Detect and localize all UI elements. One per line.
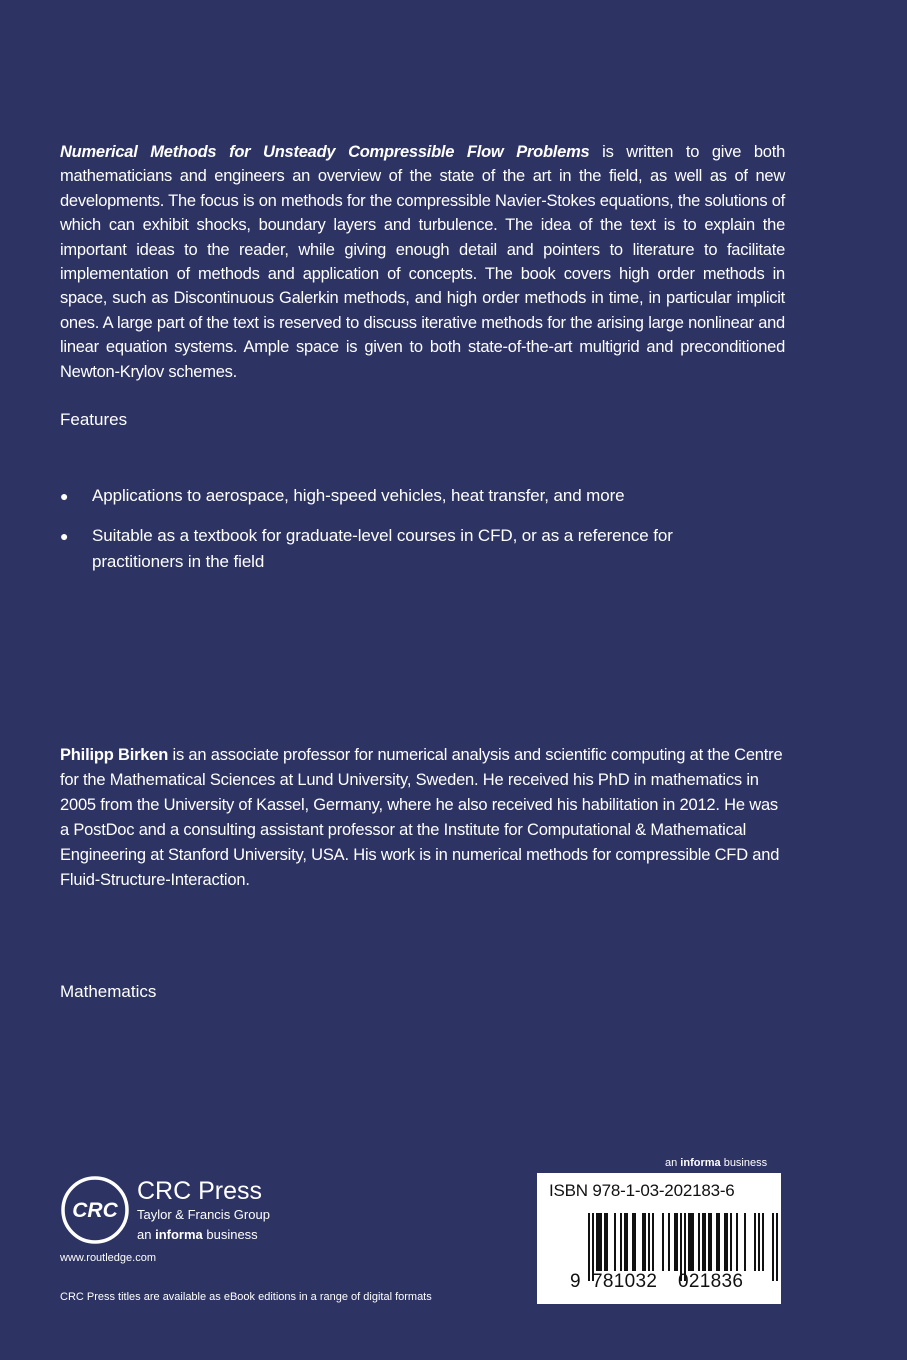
subject-category: Mathematics xyxy=(60,982,157,1001)
features-list xyxy=(60,483,760,589)
feature-item xyxy=(60,483,760,509)
barcode-bar xyxy=(624,1213,626,1271)
informa-business-tag: an informa business xyxy=(665,1157,768,1169)
barcode-bar xyxy=(724,1213,726,1271)
crc-press-logo-icon xyxy=(60,1175,130,1245)
barcode-bar xyxy=(620,1213,622,1271)
barcode-bar xyxy=(736,1213,738,1271)
barcode-bar xyxy=(710,1213,712,1271)
barcode-bar xyxy=(776,1213,778,1281)
barcode-bar xyxy=(606,1213,608,1271)
barcode-digits-left: 781032 xyxy=(592,1271,658,1292)
author-bio xyxy=(60,743,790,893)
barcode-bar xyxy=(596,1213,598,1271)
barcode-bar xyxy=(642,1213,644,1271)
barcode-bar xyxy=(688,1213,690,1271)
barcode-bar xyxy=(648,1213,650,1271)
barcode-bar xyxy=(698,1213,700,1271)
publisher-name: CRC Press xyxy=(137,1177,263,1205)
barcode-bar xyxy=(674,1213,676,1271)
publisher-block xyxy=(60,1175,360,1255)
feature-item xyxy=(60,523,760,575)
barcode-bar xyxy=(758,1213,760,1271)
publisher-text xyxy=(137,1177,270,1245)
barcode-bar xyxy=(600,1213,602,1271)
blurb-text: is written to give both mathematicians and engineers an overview of the state of the art in the field, as well as of new developments. The focus is on methods for the compressible Navier-Stokes equations, the solutions of which can exhibit shocks, boundary layers and turbulence. The idea of the text is to explain the important ideas to the reader, while giving enough detail and pointers to literature to facilitate implementation of methods and application of concepts. The book covers high order methods in space, such as Discontinuous Galerkin methods, and high order methods in time, in particular implicit ones. A large part of the text is reserved to discuss iterative methods for the arising large nonlinear and linear equation systems. Ample space is given to both state-of-the-art multigrid and preconditioned Newton-Krylov schemes. xyxy=(60,143,785,381)
feature-item-text: Applications to aerospace, high-speed vehicles, heat transfer, and more xyxy=(92,486,625,505)
barcode-bar xyxy=(676,1213,678,1271)
barcode-bar xyxy=(626,1213,628,1271)
barcode-digits-right: 021836 xyxy=(678,1271,744,1292)
barcode-bar xyxy=(604,1213,606,1271)
barcode-bar xyxy=(598,1213,600,1271)
barcode-bar xyxy=(632,1213,634,1271)
barcode-bar xyxy=(708,1213,710,1271)
crc-logo-text: CRC xyxy=(72,1199,118,1222)
feature-item-text: Suitable as a textbook for graduate-level courses in CFD, or as a reference for practitioners in the field xyxy=(92,526,673,571)
author-bio-text: is an associate professor for numerical analysis and scientific computing at the Centre for the Mathematical Sciences at Lund University, Sweden. He received his PhD in mathematics in 2005 from the University of Kassel, Germany, where he also received his habilitation in 2012. He was a PostDoc and a consulting assistant professor at the Institute for Computational & Mathematical Engineering at Stanford University, USA. His work is in numerical methods for compressible CFD and Fluid-Structure-Interaction. xyxy=(60,746,783,889)
barcode-bar xyxy=(668,1213,670,1271)
barcode-bar xyxy=(702,1213,704,1271)
barcode-bar xyxy=(726,1213,728,1271)
barcode-bar xyxy=(614,1213,616,1271)
barcode-bar xyxy=(754,1213,756,1271)
barcode-bar xyxy=(762,1213,764,1271)
ebook-availability-note: CRC Press titles are available as eBook editions in a range of digital formats xyxy=(60,1291,432,1303)
barcode-bar xyxy=(662,1213,664,1271)
barcode-digit-first: 9 xyxy=(570,1271,581,1292)
barcode-bar xyxy=(744,1213,746,1271)
barcode-bar xyxy=(588,1213,590,1281)
barcode-bar xyxy=(730,1213,732,1271)
barcode-bar xyxy=(690,1213,692,1271)
features-heading: Features xyxy=(60,410,128,429)
barcode-bar xyxy=(718,1213,720,1271)
publisher-group: Taylor & Francis Group xyxy=(137,1207,270,1222)
author-name: Philipp Birken xyxy=(60,746,169,764)
barcode-bar xyxy=(652,1213,654,1271)
book-title-reference: Numerical Methods for Unsteady Compressible Flow Problems xyxy=(60,143,590,161)
barcode-bar xyxy=(716,1213,718,1271)
publisher-website: www.routledge.com xyxy=(60,1252,156,1264)
bullet-icon: ● xyxy=(60,528,69,544)
barcode-bar xyxy=(704,1213,706,1271)
publisher-tagline: an informa business xyxy=(137,1227,258,1242)
isbn-label: ISBN 978-1-03-202183-6 xyxy=(549,1181,735,1200)
book-blurb xyxy=(60,140,785,384)
barcode-bar xyxy=(644,1213,646,1271)
barcode-bar xyxy=(772,1213,774,1281)
bullet-icon: ● xyxy=(60,488,69,504)
barcode-bar xyxy=(634,1213,636,1271)
isbn-barcode xyxy=(537,1173,781,1304)
barcode-bar xyxy=(692,1213,694,1271)
